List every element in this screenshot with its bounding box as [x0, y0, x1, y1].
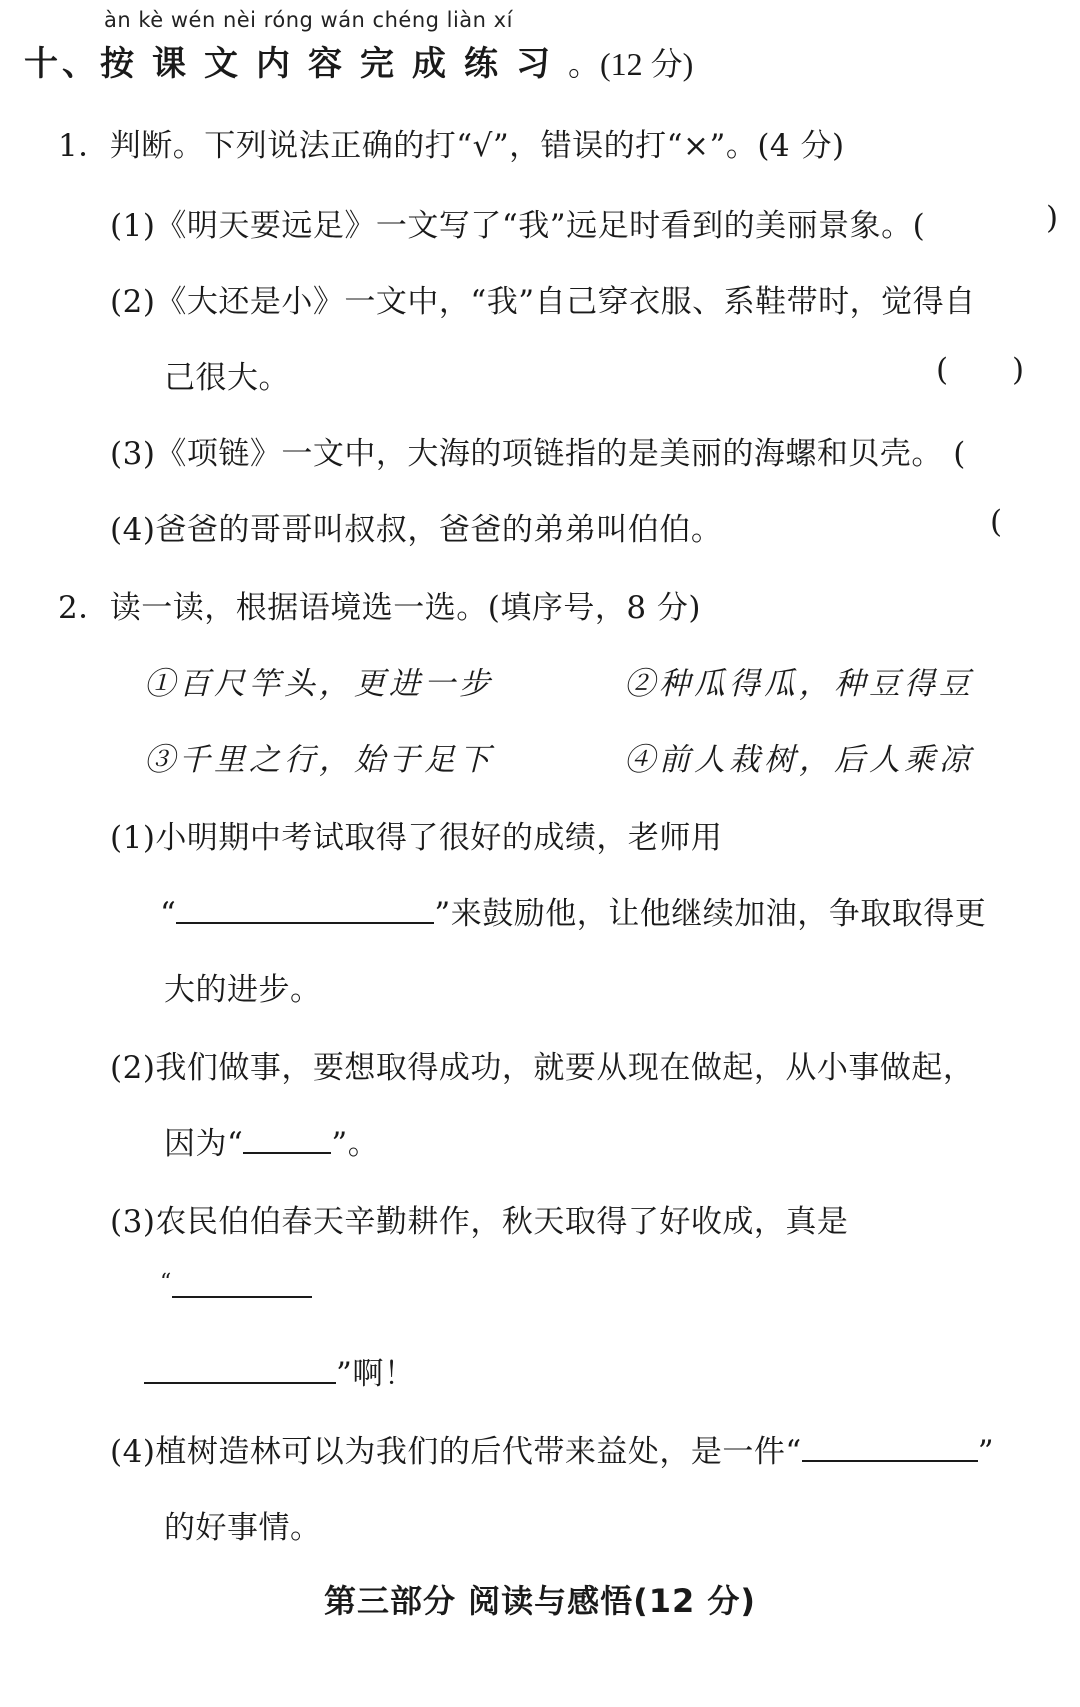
title-period: 。 — [568, 46, 601, 82]
q2-item-3-answer-blank-1[interactable] — [172, 1270, 312, 1298]
q2-option-3: ③千里之行，始于足下 — [144, 742, 494, 778]
q2-item-3-answer-blank-2[interactable] — [144, 1356, 336, 1384]
q2-item-2-fill-line — [164, 1118, 379, 1163]
q2-option-1: ①百尺竿头，更进一步 — [144, 666, 494, 702]
section-heading — [24, 36, 693, 85]
q2-item-4-fill-line — [110, 1426, 994, 1471]
q2-item-1-rest: ”来鼓励他，让他继续加油，争取取得更 — [434, 896, 987, 932]
q2-option-4: ④前人栽树，后人乘凉 — [624, 742, 974, 778]
q2-item-3-open-quote: “ — [160, 1270, 172, 1295]
q2-item-2-close-quote: ”。 — [331, 1126, 380, 1162]
q2-item-2: (2)我们做事，要想取得成功，就要从现在做起，从小事做起， — [110, 1050, 975, 1086]
q1-stem: 1．判断。下列说法正确的打“√”，错误的打“×”。(4 分) — [58, 128, 845, 164]
part3-heading: 第三部分 阅读与感悟(12 分) — [323, 1582, 757, 1620]
q2-item-3-fill-line-2 — [144, 1348, 415, 1393]
q1-item-2-close-paren: ) — [1012, 352, 1025, 388]
q2-item-4-close-quote: ” — [977, 1434, 995, 1470]
q1-item-2-cont: 己很大。 — [164, 360, 290, 396]
q2-item-1-cont: 大的进步。 — [164, 972, 322, 1008]
q1-item-4: (4)爸爸的哥哥叫叔叔，爸爸的弟弟叫伯伯。 — [110, 512, 723, 548]
q1-item-2: (2)《大还是小》一文中，“我”自己穿衣服、系鞋带时，觉得自 — [110, 284, 976, 320]
q1-item-2-open-paren: ( — [936, 352, 949, 388]
q2-item-2-because: 因为“ — [164, 1126, 244, 1162]
q1-item-3: (3)《项链》一文中，大海的项链指的是美丽的海螺和贝壳。 ( — [110, 436, 966, 472]
q1-item-1-close-paren: ) — [1046, 200, 1059, 236]
q2-item-3-fill-line-1 — [160, 1270, 312, 1306]
q1-item-1: (1)《明天要远足》一文写了“我”远足时看到的美丽景象。( — [110, 208, 926, 244]
section-score: (12 分) — [600, 46, 694, 82]
q2-item-3-close: ”啊！ — [336, 1356, 416, 1392]
q2-item-4-cont: 的好事情。 — [164, 1510, 322, 1546]
q2-stem: 2．读一读，根据语境选一选。(填序号，8 分) — [58, 590, 701, 626]
q2-option-2: ②种瓜得瓜，种豆得豆 — [624, 666, 974, 702]
q2-item-4-answer-blank[interactable] — [802, 1434, 978, 1462]
q2-item-1-fill-line — [160, 888, 986, 933]
q2-item-1: (1)小明期中考试取得了很好的成绩，老师用 — [110, 820, 723, 856]
q2-item-4: (4)植树造林可以为我们的后代带来益处，是一件“ — [110, 1434, 802, 1470]
q2-item-1-open-quote: “ — [160, 896, 177, 932]
section-number: 十、 — [24, 44, 100, 84]
q2-item-2-answer-blank[interactable] — [243, 1126, 331, 1154]
q2-item-3: (3)农民伯伯春天辛勤耕作，秋天取得了好收成，真是 — [110, 1204, 849, 1240]
q1-item-4-open-paren: ( — [990, 504, 1003, 540]
section-title: 按课文内容完成练习 — [100, 44, 568, 84]
q2-item-1-answer-blank[interactable] — [176, 896, 434, 924]
title-pinyin: àn kè wén nèi róng wán chéng liàn xí — [104, 8, 513, 32]
